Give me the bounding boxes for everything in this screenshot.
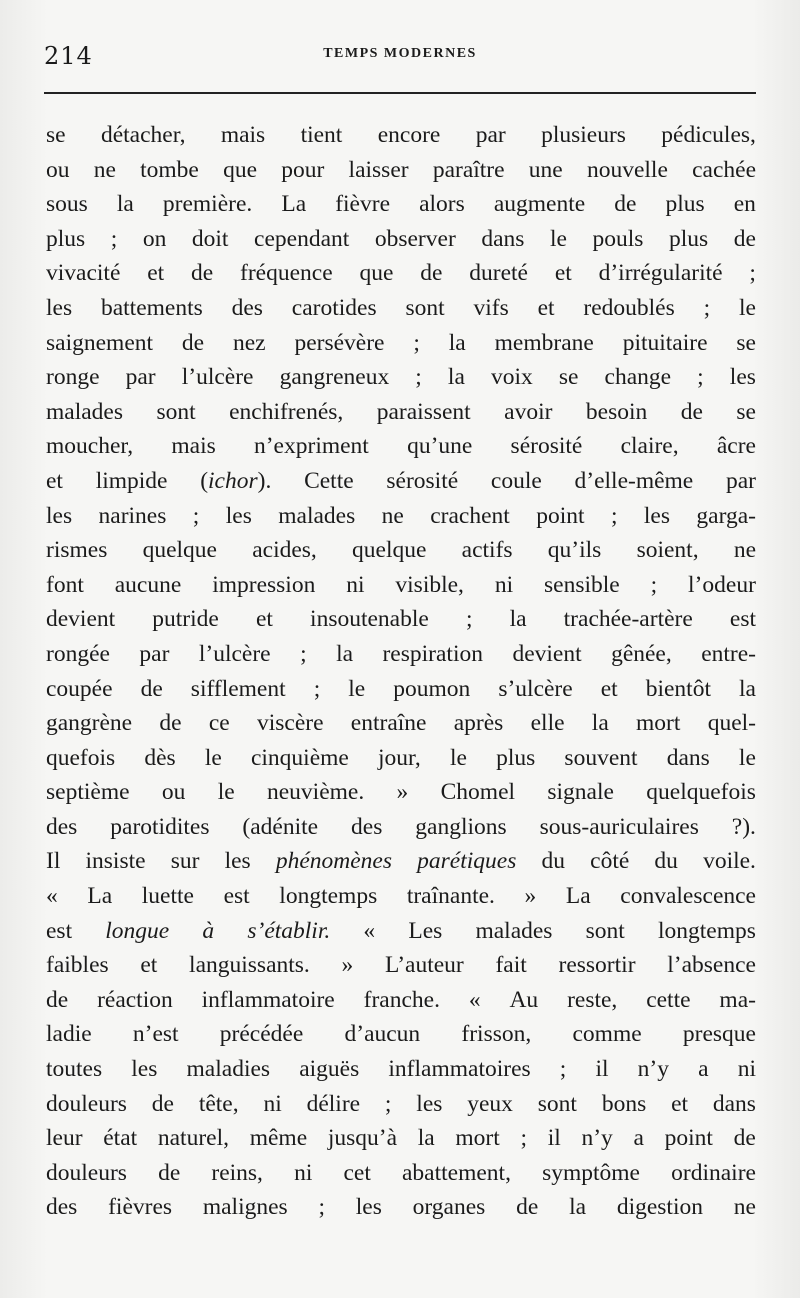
text-line: douleurs de tête, ni délire ; les yeux sont bons et dans xyxy=(46,1090,756,1117)
text-line: saignement de nez persévère ; la membrane pituitaire se xyxy=(46,329,756,356)
page-header xyxy=(44,42,756,72)
text-line: leur état naturel, même jusqu’à la mort ; il n’y a point de xyxy=(46,1125,756,1152)
text-line: moucher, mais n’expriment qu’une sérosité claire, âcre xyxy=(46,433,756,460)
text-line: plus ; on doit cependant observer dans le pouls plus de xyxy=(46,225,756,252)
text-line: ronge par l’ulcère gangreneux ; la voix se change ; les xyxy=(46,364,756,391)
text-line: se détacher, mais tient encore par plusieurs pédicules, xyxy=(46,122,756,148)
body-text xyxy=(46,118,756,1225)
text-line: vivacité et de fréquence que de dureté et d’irrégularité ; xyxy=(46,260,756,287)
text-line: douleurs de reins, ni cet abattement, symptôme ordinaire xyxy=(46,1159,756,1186)
text-line: sous la première. La fièvre alors augmente de plus en xyxy=(46,191,756,218)
text-line: quefois dès le cinquième jour, le plus souvent dans le xyxy=(46,744,756,771)
text-line: des fièvres malignes ; les organes de la digestion ne xyxy=(46,1194,756,1221)
text-line: est longue à s’établir. « Les malades sont longtemps xyxy=(46,917,756,944)
text-line: les battements des carotides sont vifs et redoublés ; le xyxy=(46,294,756,321)
text-line: rismes quelque acides, quelque actifs qu’ils soient, ne xyxy=(46,537,756,564)
header-rule xyxy=(44,92,756,94)
text-line: toutes les maladies aiguës inflammatoires ; il n’y a ni xyxy=(46,1056,756,1083)
text-line: devient putride et insoutenable ; la trachée-artère est xyxy=(46,606,756,633)
text-line: rongée par l’ulcère ; la respiration devient gênée, entre- xyxy=(46,640,756,667)
text-line: et limpide (ichor). Cette sérosité coule d’elle-même par xyxy=(46,467,756,494)
text-line: septième ou le neuvième. » Chomel signale quelquefois xyxy=(46,779,756,806)
running-title: TEMPS MODERNES xyxy=(323,46,477,61)
text-line: des parotidites (adénite des ganglions sous-auriculaires ?). xyxy=(46,813,756,840)
text-line: gangrène de ce viscère entraîne après elle la mort quel- xyxy=(46,710,756,737)
text-line: « La luette est longtemps traînante. » La convalescence xyxy=(46,883,756,910)
text-line: les narines ; les malades ne crachent point ; les garga- xyxy=(46,502,756,529)
text-line: ladie n’est précédée d’aucun frisson, comme presque xyxy=(46,1021,756,1048)
text-line: faibles et languissants. » L’auteur fait ressortir l’absence xyxy=(46,952,756,979)
text-line: de réaction inflammatoire franche. « Au reste, cette ma- xyxy=(46,986,756,1013)
text-line: font aucune impression ni visible, ni sensible ; l’odeur xyxy=(46,571,756,598)
text-line: Il insiste sur les phénomènes parétiques du côté du voile. xyxy=(46,848,756,875)
page-number: 214 xyxy=(44,42,93,70)
text-line: ou ne tombe que pour laisser paraître une nouvelle cachée xyxy=(46,156,756,183)
text-line: malades sont enchifrenés, paraissent avoir besoin de se xyxy=(46,398,756,425)
text-line: coupée de sifflement ; le poumon s’ulcère et bientôt la xyxy=(46,675,756,702)
